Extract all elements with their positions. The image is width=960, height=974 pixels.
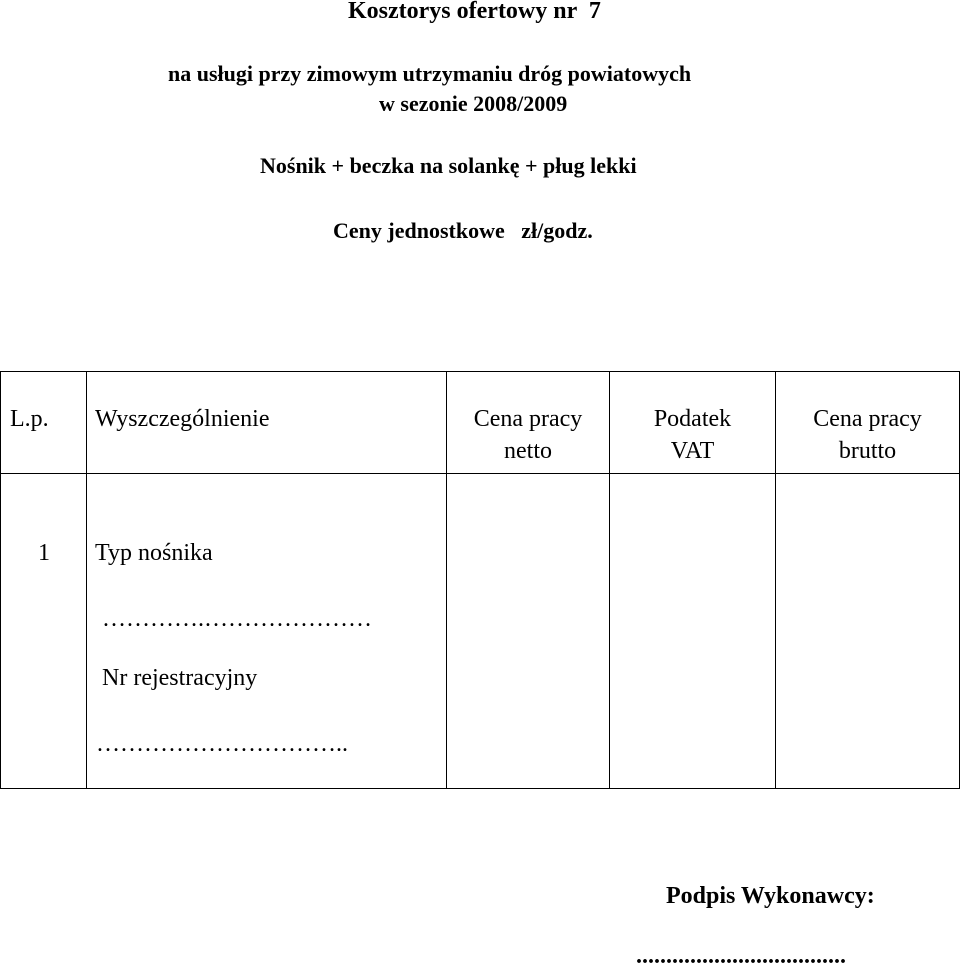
header-gross-line1: Cena pracy: [813, 406, 922, 432]
header-net-line1: Cena pracy: [473, 406, 583, 432]
header-lp: L.p.: [10, 406, 49, 432]
registration-dots: …………………………..: [96, 731, 348, 757]
service-description: na usługi przy zimowym utrzymaniu dróg powiatowych: [168, 61, 692, 86]
header-vat-line2: VAT: [670, 438, 715, 464]
document-title: Kosztorys ofertowy nr 7: [348, 0, 601, 24]
signature-line: ...................................: [636, 943, 846, 969]
vehicle-type-label: Typ nośnika: [95, 540, 213, 566]
table-header-divider: [0, 473, 960, 474]
row-lp: 1: [38, 540, 50, 566]
season-line: w sezonie 2008/2009: [379, 91, 568, 116]
table-border-top: [0, 371, 960, 372]
registration-label: Nr rejestracyjny: [102, 665, 258, 691]
signature-label: Podpis Wykonawcy:: [666, 883, 875, 909]
header-gross-line2: brutto: [838, 438, 897, 464]
equipment-description: Nośnik + beczka na solankę + pług lekki: [260, 153, 637, 178]
header-description: Wyszczególnienie: [95, 406, 270, 432]
header-net-line2: netto: [504, 438, 552, 464]
table-border-bottom: [0, 788, 960, 789]
vehicle-type-dots: ………….…………………: [102, 606, 372, 632]
header-vat-line1: Podatek: [653, 406, 732, 432]
table-col-divider-1: [86, 371, 87, 789]
table-border-left: [0, 371, 1, 789]
unit-prices-label: Ceny jednostkowe zł/godz.: [333, 218, 593, 243]
